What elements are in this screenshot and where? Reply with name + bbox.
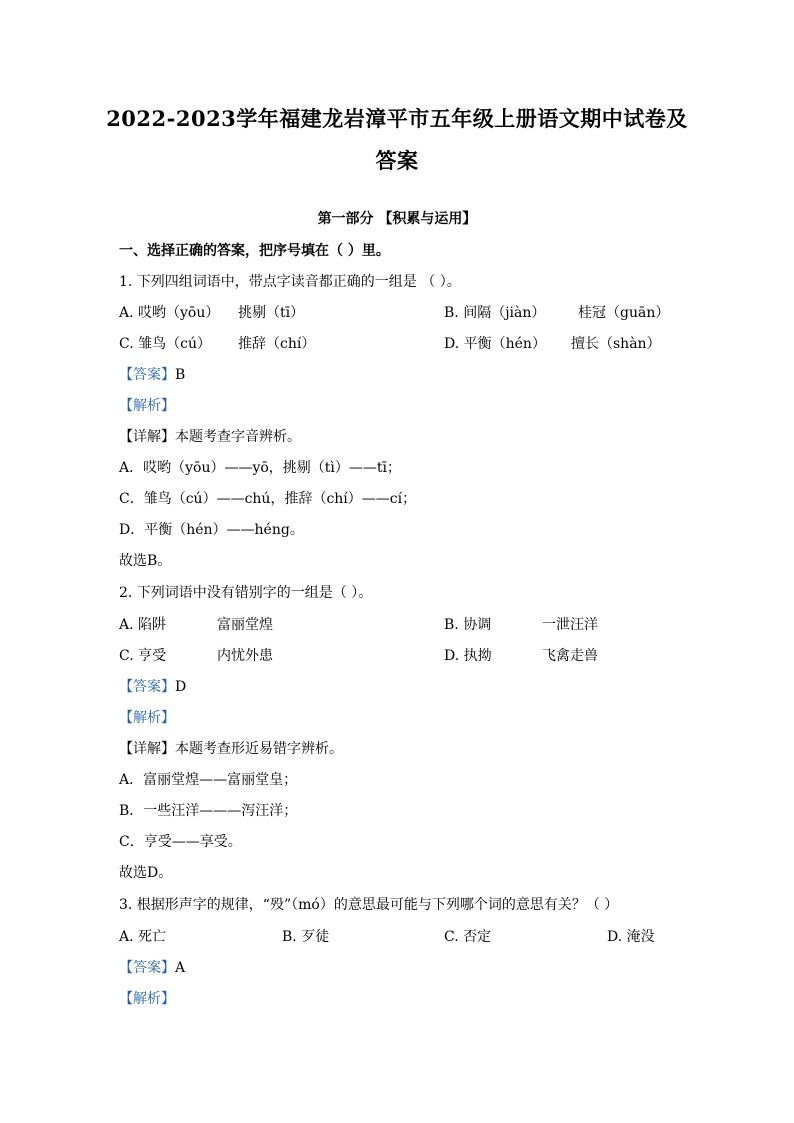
answer-tag: 【答案】 [119, 367, 175, 383]
q1-option-c-word1: C. 雏鸟（cú） [119, 336, 211, 352]
question-3-stem: 3. 根据形声字的规律，“殁”（mó）的意思最可能与下列哪个词的意思有关？（ ） [119, 897, 619, 913]
q3-answer [119, 957, 185, 977]
q2-option-b-word1: B. 协调 [444, 617, 492, 633]
q2-option-c-word2: 内忧外患 [217, 648, 273, 664]
q1-conclusion: 故选B。 [119, 553, 172, 569]
q1-option-b-word2: 桂冠（guān） [578, 305, 670, 321]
q2-detail-line-c: C．亨受——享受。 [119, 834, 242, 850]
q1-analysis-tag [119, 395, 175, 415]
q1-option-a-word1: A. 哎哟（yōu） [119, 305, 220, 321]
q3-option-a: A. 死亡 [119, 929, 167, 945]
detail-tag: 【详解】 [119, 741, 175, 757]
q3-option-d: D. 淹没 [607, 929, 655, 945]
q2-option-b-word2: 一泄汪洋 [542, 617, 598, 633]
analysis-tag: 【解析】 [119, 991, 175, 1007]
document-title-line2: 答案 [375, 148, 419, 173]
q1-option-b-word1: B. 间隔（jiàn） [444, 305, 546, 321]
answer-value: B [175, 367, 186, 383]
q1-detail-line-a: A．哎哟（yōu）——yō，挑剔（tì）——tī； [119, 460, 402, 476]
q2-option-a-word1: A. 陷阱 [119, 617, 167, 633]
q2-answer [119, 676, 186, 696]
document-title-line1: 2022-2023学年福建龙岩漳平市五年级上册语文期中试卷及 [106, 106, 688, 131]
q2-detail-line-a: A．富丽堂煌——富丽堂皇； [119, 772, 298, 788]
analysis-tag: 【解析】 [119, 398, 175, 414]
section-heading: 一、选择正确的答案，把序号填在（ ）里。 [119, 243, 390, 259]
q3-option-b: B. 歹徒 [282, 929, 330, 945]
q1-detail [119, 426, 301, 446]
q2-conclusion: 故选D。 [119, 865, 173, 881]
q1-option-a-word2: 挑剔（tī） [238, 305, 305, 321]
q2-detail-line-b: B．一些汪洋———泻汪洋； [119, 803, 298, 819]
q3-analysis-tag [119, 988, 175, 1008]
answer-tag: 【答案】 [119, 679, 175, 695]
part-heading: 第一部分 【积累与运用】 [317, 211, 477, 227]
question-1-stem: 1. 下列四组词语中，带点字读音都正确的一组是 （ ）。 [119, 274, 461, 290]
q2-detail [119, 738, 343, 758]
question-2-stem: 2. 下列词语中没有错别字的一组是（ ）。 [119, 585, 373, 601]
analysis-tag: 【解析】 [119, 710, 175, 726]
detail-text: 本题考查字音辨析。 [175, 429, 301, 445]
detail-tag: 【详解】 [119, 429, 175, 445]
detail-text: 本题考查形近易错字辨析。 [175, 741, 343, 757]
q1-option-d-word1: D. 平衡（hén） [444, 336, 546, 352]
q2-analysis-tag [119, 707, 175, 727]
answer-value: D [175, 679, 187, 695]
q1-option-d-word2: 擅长（shàn） [571, 336, 661, 352]
q1-detail-line-c: C．雏鸟（cú）——chú，推辞（chí）——cí； [119, 491, 417, 507]
q1-option-c-word2: 推辞（chí） [238, 336, 316, 352]
q2-option-d-word1: D. 执拗 [444, 648, 492, 664]
answer-tag: 【答案】 [119, 960, 175, 976]
q2-option-c-word1: C. 亨受 [119, 648, 167, 664]
q2-option-a-word2: 富丽堂煌 [217, 617, 273, 633]
answer-value: A [175, 960, 186, 976]
q2-option-d-word2: 飞禽走兽 [542, 648, 598, 664]
q3-option-c: C. 否定 [444, 929, 492, 945]
q1-detail-line-d: D．平衡（hén）——héng。 [119, 522, 304, 538]
q1-answer [119, 364, 185, 384]
